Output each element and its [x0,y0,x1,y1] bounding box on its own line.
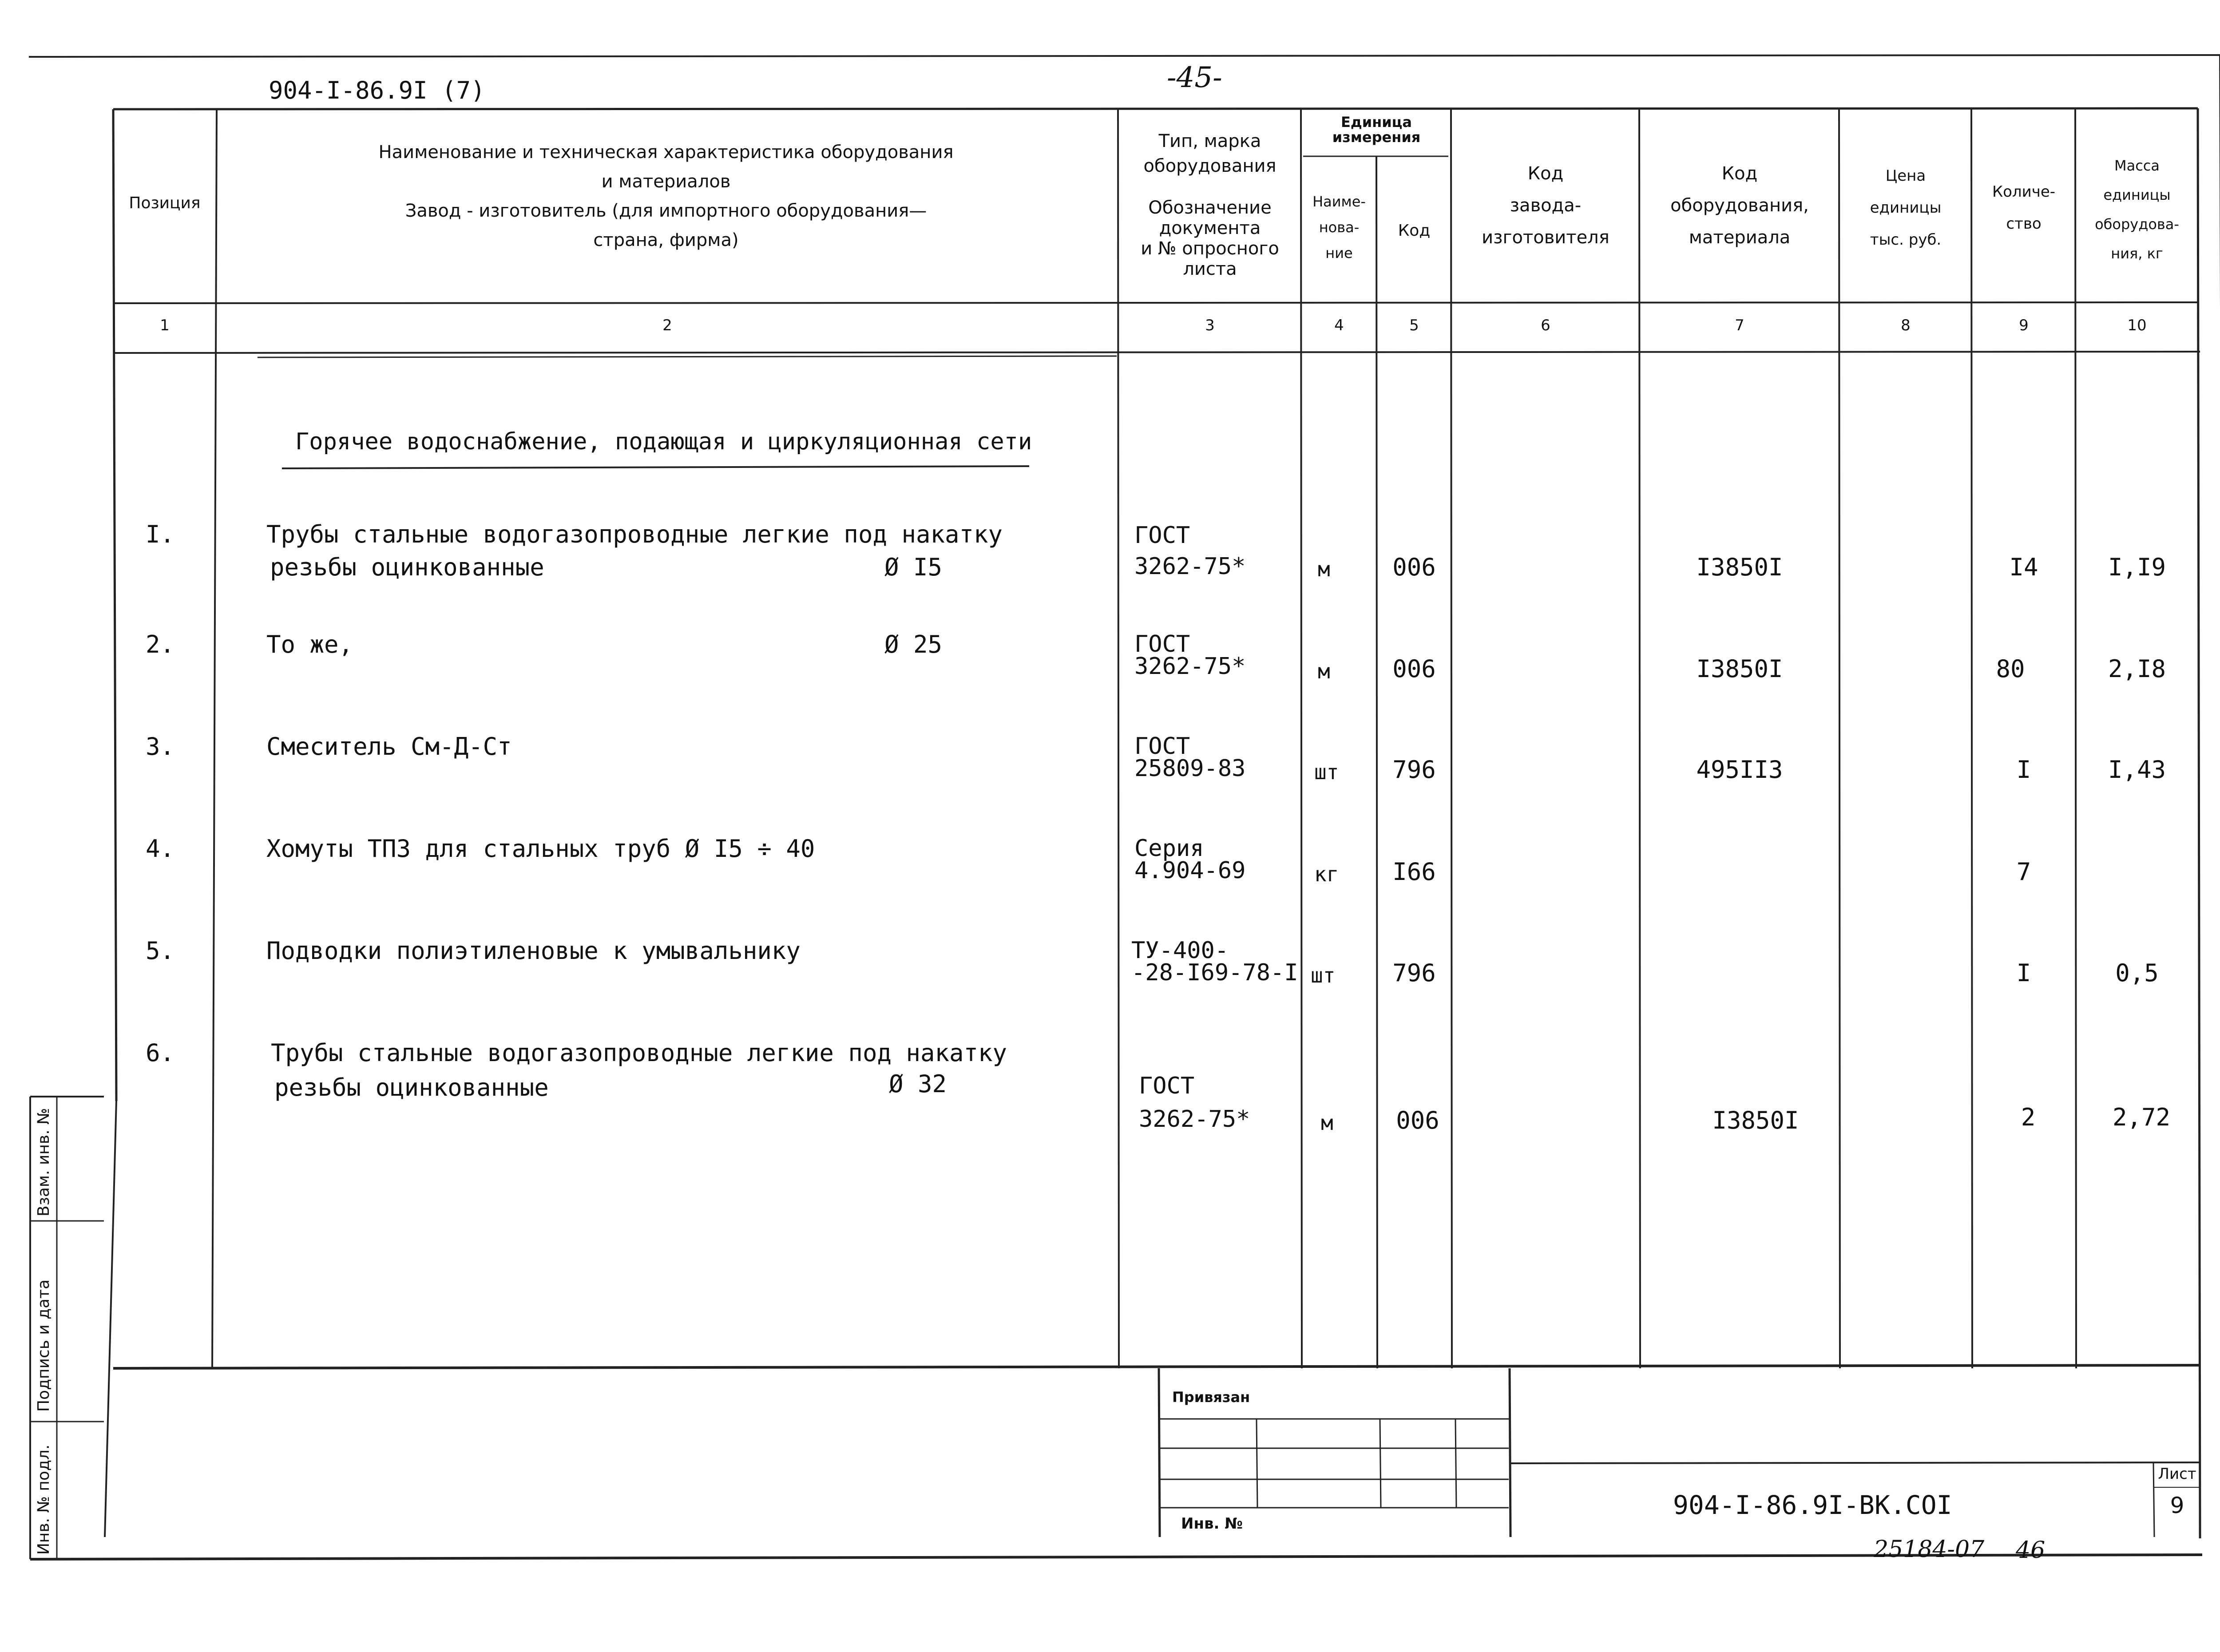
header-factory-code: Код завода- изготовителя [1482,163,1610,248]
row-position: 2. [146,630,175,658]
row-quantity: I [2016,756,2031,784]
footer-page: 46 [2016,1537,2046,1564]
row-mass: I,43 [2108,756,2166,784]
row-diameter: Ø 32 [889,1070,947,1098]
row-doc-line1: ГОСТ [1134,733,1190,760]
side-stamp-vzam-inv: Взам. инв. № [35,1108,53,1216]
row-doc-line1: ГОСТ [1134,631,1190,658]
side-stamp-inv-podl: Инв. № подл. [35,1444,53,1555]
row-doc-line2: 3262-75* [1134,553,1246,580]
row-doc-line2: 3262-75* [1139,1106,1250,1133]
row-mass: I,I9 [2108,553,2166,581]
header-type: Тип, марка оборудования [1143,131,1276,176]
row-doc-line2: 3262-75* [1134,653,1246,680]
row-unit: м [1318,659,1330,683]
row-mass: 2,72 [2112,1103,2171,1131]
row-name: Хомуты ТПЗ для стальных труб Ø I5 ÷ 40 [266,835,815,863]
column-number: 10 [2127,317,2147,334]
header-unit-group: Единица измерения [1332,114,1421,146]
row-name: То же, [266,630,353,658]
row-unit-code: 006 [1392,655,1436,683]
row-quantity: 7 [2016,858,2031,886]
row-quantity: I [2016,959,2031,987]
header-quantity: Количе- ство [1992,183,2056,233]
header-mass: Масса единицы оборудова- ния, кг [2095,157,2179,262]
row-equipment-code: I3850I [1712,1106,1799,1134]
column-number: 7 [1735,317,1744,334]
row-name: Трубы стальные водогазопроводные легкие под накатку [266,520,1003,548]
inv-number-label: Инв. № [1181,1515,1243,1533]
row-position: 3. [146,733,175,761]
privyazan-label: Привязан [1172,1389,1250,1406]
row-doc-line1: ТУ-400- [1131,937,1229,964]
row-quantity: I4 [2009,553,2038,581]
row-unit: шт [1311,963,1336,987]
row-unit: м [1321,1111,1333,1135]
header-position: Позиция [129,194,201,212]
row-quantity: 80 [1996,655,2025,683]
row-unit-code: I66 [1392,858,1436,886]
row-name: Трубы стальные водогазопроводные легкие под накатку [271,1039,1007,1067]
row-doc-line2: 25809-83 [1134,755,1246,782]
row-equipment-code: I3850I [1696,553,1783,581]
section-title: Горячее водоснабжение, подающая и циркуляционная сети [295,428,1032,455]
row-doc-line2: 4.904-69 [1134,857,1246,884]
row-unit: м [1318,557,1330,581]
footer-order-code: 25184-07 [1874,1536,1985,1563]
header-name: Наименование и техническая характеристика оборудования и материалов Завод - изготовитель (для импортного оборудования— страна, фирма) [378,142,954,250]
row-position: I. [146,520,175,548]
row-name-line2: резьбы оцинкованные [274,1074,549,1101]
row-name-line2: резьбы оцинкованные [270,553,544,581]
header-price: Цена единицы тыс. руб. [1870,167,1942,249]
row-unit-code: 796 [1392,959,1436,987]
column-number: 1 [160,317,170,334]
row-unit-code: 006 [1392,553,1436,581]
row-mass: 2,I8 [2108,655,2166,683]
row-name: Подводки полиэтиленовые к умывальнику [266,937,801,965]
row-equipment-code: 495II3 [1696,756,1783,784]
row-unit: кг [1314,862,1339,886]
drawing-code: 904-I-86.9I-ВК.COI [1673,1490,1952,1520]
side-stamp-signature-date: Подпись и дата [35,1279,53,1412]
column-number: 5 [1409,317,1419,334]
row-position: 5. [146,937,175,965]
row-position: 4. [146,835,175,863]
sheet-label: Лист [2158,1465,2196,1483]
column-number: 4 [1334,317,1344,334]
page-number-handwritten: -45- [1167,61,1222,94]
row-quantity: 2 [2021,1103,2036,1131]
row-name: Смеситель См-Д-Ст [266,733,512,761]
row-doc-line1: ГОСТ [1139,1073,1195,1099]
row-unit-code: 006 [1396,1106,1439,1134]
row-unit: шт [1314,760,1339,784]
column-number: 9 [2019,317,2029,334]
header-unit-code: Код [1398,222,1431,240]
row-equipment-code: I3850I [1696,655,1783,683]
header-equipment-code: Код оборудования, материала [1670,163,1809,248]
row-mass: 0,5 [2115,959,2159,987]
row-diameter: Ø 25 [884,630,943,658]
column-number: 2 [662,317,672,334]
document-code-top: 904-I-86.9I (7) [269,76,485,104]
sheet-number: 9 [2170,1493,2184,1518]
row-doc-line1: Серия [1134,835,1204,862]
row-diameter: Ø I5 [884,553,943,581]
column-number: 8 [1901,317,1911,334]
row-doc-line2: -28-I69-78-I [1131,959,1298,986]
column-number: 3 [1205,317,1215,334]
row-doc-line1: ГОСТ [1134,522,1190,549]
column-number: 6 [1541,317,1550,334]
header-document: Обозначение документа и № опросного листа [1141,198,1279,279]
header-unit-name: Наиме- нова- ние [1312,193,1366,261]
row-position: 6. [146,1039,175,1067]
row-unit-code: 796 [1392,756,1436,784]
